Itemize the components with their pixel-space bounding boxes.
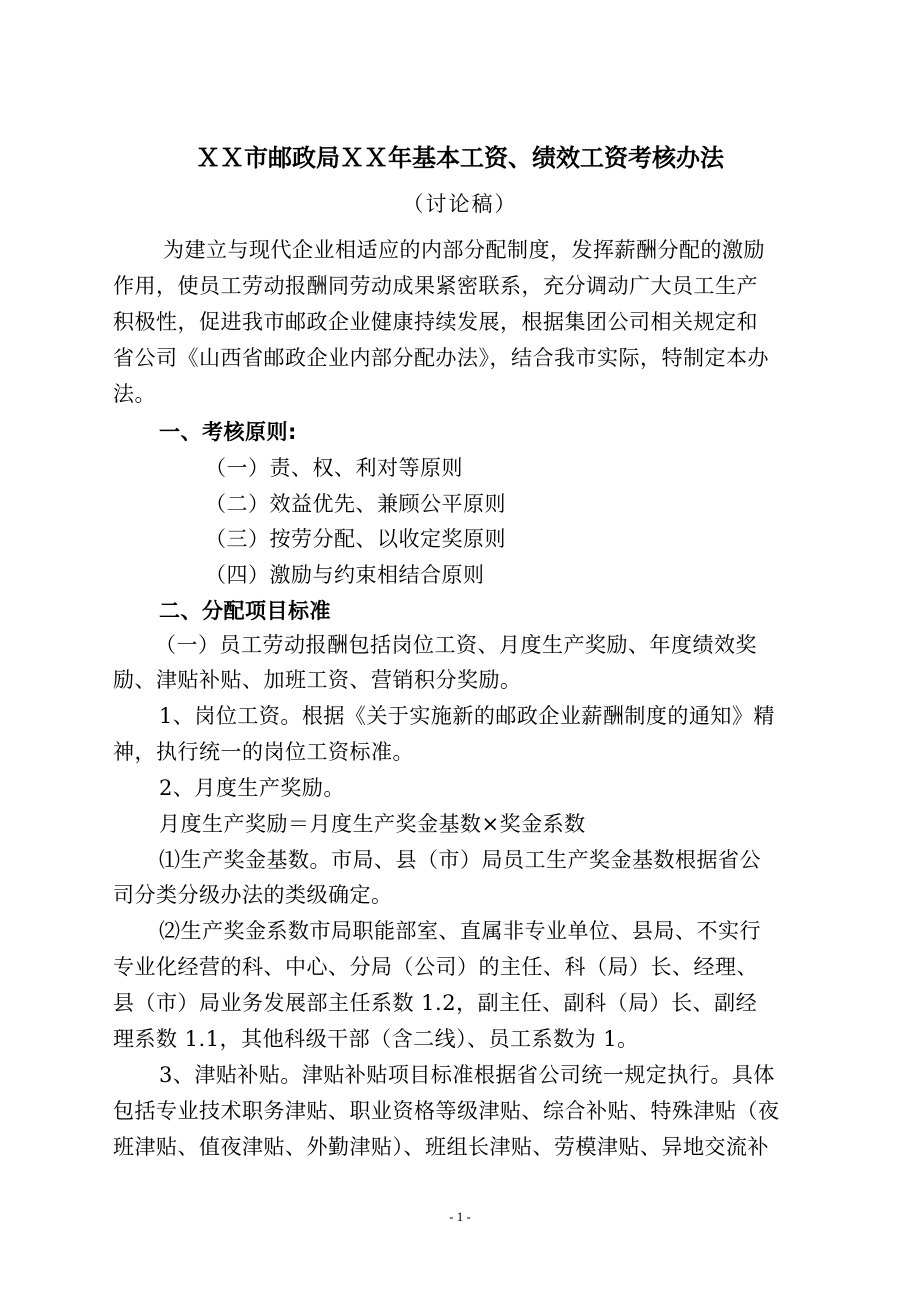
para4-line-1: ⑴生产奖金基数。市局、县（市）局员工生产奖金基数根据省公 [159, 848, 761, 872]
para5-line-1: ⑵生产奖金系数市局职能部室、直属非专业单位、县局、不实行 [159, 919, 761, 943]
para6-line-1: 3、津贴补贴。津贴补贴项目标准根据省公司统一规定执行。具体 [159, 1063, 775, 1087]
para5-line-4: 理系数 1.1，其他科级干部（含二线）、员工系数为 1。 [113, 1027, 639, 1051]
para6-line-2: 包括专业技术职务津贴、职业资格等级津贴、综合补贴、特殊津贴（夜 [113, 1099, 780, 1123]
formula-line: 月度生产奖励＝月度生产奖金基数×奖金系数 [159, 812, 586, 836]
para3-line: 2、月度生产奖励。 [159, 776, 345, 800]
intro-line-5: 法。 [113, 382, 156, 406]
para5-line-3: 县（市）局业务发展部主任系数 1.2，副主任、副科（局）长、副经 [113, 991, 758, 1015]
para2-line-1: 1、岗位工资。根据《关于实施新的邮政企业薪酬制度的通知》精 [159, 704, 775, 728]
principle-item-1: （一）责、权、利对等原则 [205, 456, 463, 480]
intro-line-2: 作用，使员工劳动报酬同劳动成果紧密联系，充分调动广大员工生产 [113, 274, 758, 298]
para6-line-3: 班津贴、值夜津贴、外勤津贴）、班组长津贴、劳模津贴、异地交流补 [113, 1135, 769, 1159]
intro-line-4: 省公司《山西省邮政企业内部分配办法》，结合我市实际，特制定本办 [113, 346, 769, 370]
para5-line-2: 专业化经营的科、中心、分局（公司）的主任、科（局）长、经理、 [113, 955, 758, 979]
para1-line-1: （一）员工劳动报酬包括岗位工资、月度生产奖励、年度绩效奖 [155, 633, 757, 657]
document-subtitle: （讨论稿） [402, 192, 518, 216]
principle-item-3: （三）按劳分配、以收定奖原则 [205, 527, 506, 551]
section1-heading: 一、考核原则: [159, 420, 297, 444]
para4-line-2: 司分类分级办法的类级确定。 [113, 883, 393, 907]
intro-line-1: 为建立与现代企业相适应的内部分配制度，发挥薪酬分配的激励 [163, 238, 765, 262]
para2-line-2: 神，执行统一的岗位工资标准。 [113, 740, 414, 764]
document-title: ＸＸ市邮政局ＸＸ年基本工资、绩效工资考核办法 [196, 144, 724, 172]
para1-line-2: 励、津贴补贴、加班工资、营销积分奖励。 [113, 668, 522, 692]
page-number: - 1 - [449, 1209, 471, 1224]
intro-line-3: 积极性，促进我市邮政企业健康持续发展，根据集团公司相关规定和 [113, 310, 758, 334]
section2-heading: 二、分配项目标准 [159, 599, 331, 623]
principle-item-4: （四）激励与约束相结合原则 [205, 563, 485, 587]
principle-item-2: （二）效益优先、兼顾公平原则 [205, 492, 506, 516]
